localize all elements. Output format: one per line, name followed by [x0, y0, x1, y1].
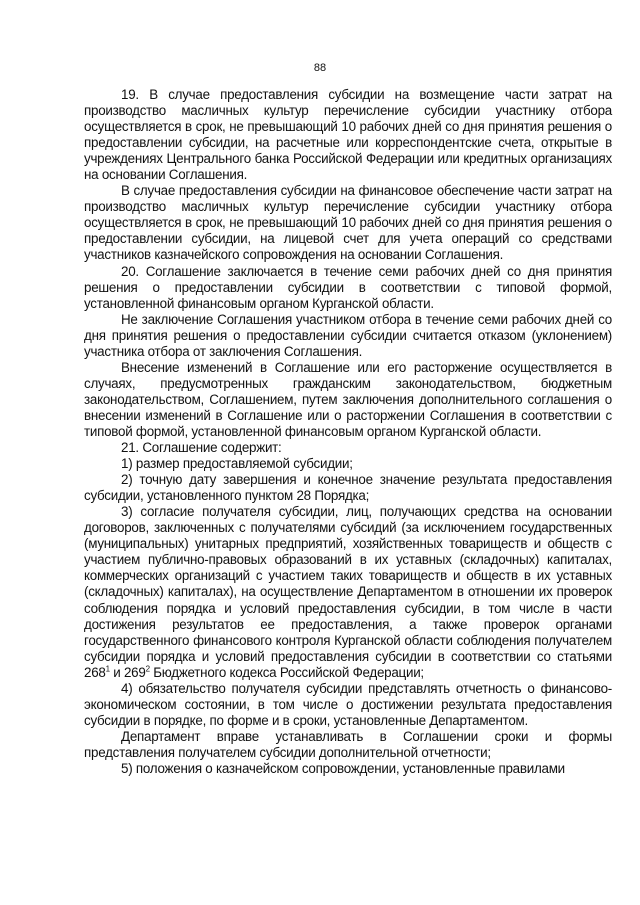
list-item-3-text-mid: и 269	[109, 664, 146, 680]
page-number: 88	[313, 62, 327, 74]
paragraph-19-financing: В случае предоставления субсидии на финансовое обеспечение части затрат на производство масличных культур перечисление субсидии участнику отбора осуществляется в срок, не превышающий 10 рабочих дней со дня принятия решения о предоставлении субсидии, на лицевой счет для учета операций со средствами участников казначейского сопровождения на основании Соглашения.	[84, 183, 612, 263]
footnote-superscript-2: 2	[145, 664, 150, 674]
paragraph-amendments: Внесение изменений в Соглашение или его расторжение осуществляется в случаях, предусмотренных гражданским законодательством, бюджетным законодательством, Соглашением, путем заключения дополнительного соглашения о внесении изменений в Соглашение или о расторжении Соглашения в соответствии с типовой формой, установленной финансовым органом Курганской области.	[84, 359, 612, 439]
footnote-superscript-1: 1	[105, 664, 110, 674]
list-item-4: 4) обязательство получателя субсидии представлять отчетность о финансово-экономическом состоянии, в том числе о достижении результата предоставления субсидии в порядке, по форме и в сроки, установленные Департаментом.	[84, 680, 612, 728]
list-item-3-text-end: Бюджетного кодекса Российской Федерации;	[149, 664, 424, 680]
list-item-1: 1) размер предоставляемой субсидии;	[121, 456, 353, 472]
paragraph-21-heading: 21. Соглашение содержит:	[121, 440, 282, 456]
list-item-3-text: 3) согласие получателя субсидии, лиц, получающих средства на основании договоров, заключенных с получателями субсидий (за исключением государственных (муниципальных) унитарных предприятий, хозяйственных товариществ и обществ с участием публично-правовых образований в их уставных (складочных) капиталах, коммерческих организаций с участием таких товариществ и обществ в их уставных (складочных) капиталах), на осуществление Департаментом в отношении их проверок соблюдения порядка и условий предоставления субсидии, в том числе в части достижения результатов ее предоставления, а также проверок органами государственного финансового контроля Курганской области соблюдения получателем субсидии порядка и условий предоставления субсидии в соответствии со статьями 268	[84, 504, 612, 680]
paragraph-20: 20. Соглашение заключается в течение семи рабочих дней со дня принятия решения о предоставлении субсидии в соответствии с типовой формой, установленной финансовым органом Курганской области.	[84, 263, 612, 311]
paragraph-additional-reporting: Департамент вправе устанавливать в Соглашении сроки и формы представления получателем субсидии дополнительной отчетности;	[84, 728, 612, 760]
list-item-2: 2) точную дату завершения и конечное значение результата предоставления субсидии, установленного пунктом 28 Порядка;	[84, 472, 612, 504]
paragraph-19-reimbursement: 19. В случае предоставления субсидии на возмещение части затрат на производство масличных культур перечисление субсидии участнику отбора осуществляется в срок, не превышающий 10 рабочих дней со дня принятия решения о предоставлении субсидии, на расчетные или корреспондентские счета, открытые в учреждениях Центрального банка Российской Федерации или кредитных организациях на основании Соглашения.	[84, 87, 612, 183]
document-body	[84, 87, 612, 777]
paragraph-non-conclusion: Не заключение Соглашения участником отбора в течение семи рабочих дней со дня принятия решения о предоставлении субсидии считается отказом (уклонением) участника отбора от заключения Соглашения.	[84, 311, 612, 359]
list-item-5: 5) положения о казначейском сопровождении, установленные правилами	[121, 760, 565, 776]
list-item-3	[84, 504, 612, 681]
